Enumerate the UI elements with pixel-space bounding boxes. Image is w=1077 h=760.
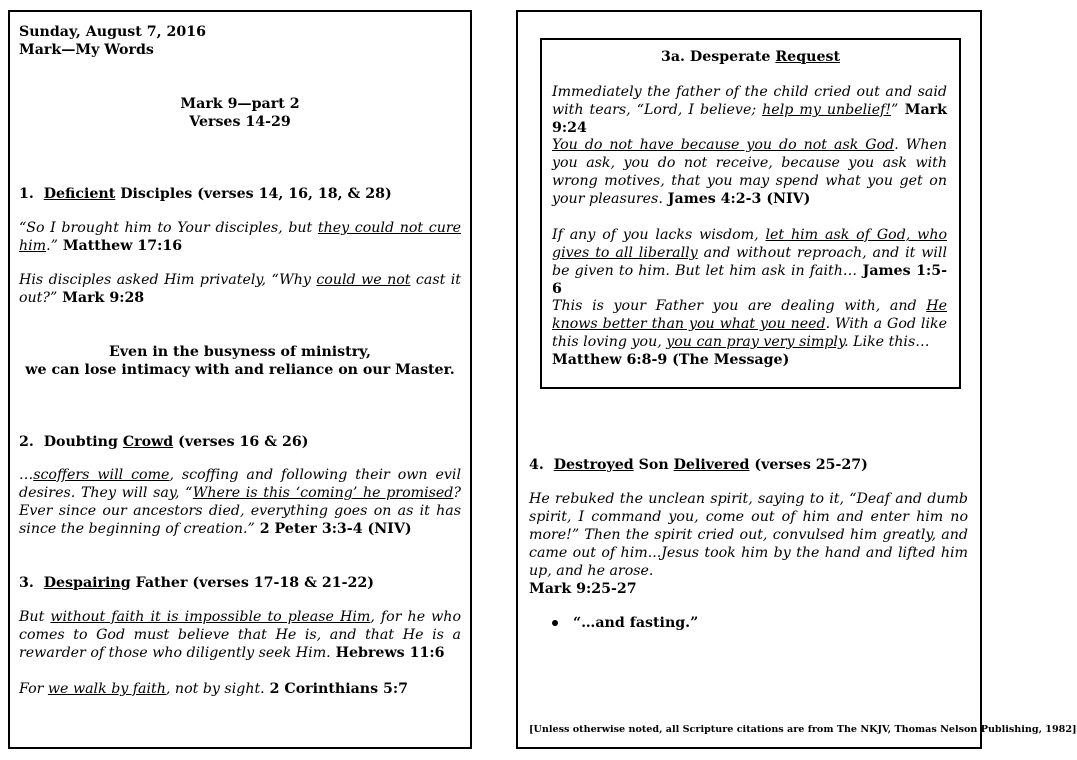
footnote: [Unless otherwise noted, all Scripture citations are from The NKJV, Thomas Nelson Publishing, 1982]: [529, 724, 1077, 735]
section-4-quote: He rebuked the unclean spirit, saying to it, “Deaf and dumb spirit, I command you, come out of him and enter him no more!” Then the spirit cried out, convulsed him greatly, and came out of him...Jesus took him by the hand and lifted him up, and he arose. Mark 9:25-27: [529, 491, 968, 597]
section-3-quote-1: But without faith it is impossible to please Him, for he who comes to God must believe that He is, and that He is a rewarder of those who diligently seek Him. Hebrews 11:6: [19, 609, 461, 661]
section-1-number: 1.: [19, 186, 34, 202]
section-3a-para-4: This is your Father you are dealing with, and He knows better than you what you need. With a God like this loving you, you can pray very simply. Like this… Matthew 6:8-9 (The Message): [552, 298, 947, 368]
passage-title: Mark 9—part 2: [180, 96, 300, 112]
section-3-keyword: Despairing: [43, 575, 131, 591]
section-3-quote-2: For we walk by faith, not by sight. 2 Corinthians 5:7: [19, 681, 409, 697]
section-3a-para-3: If any of you lacks wisdom, let him ask of God, who gives to all liberally and without reproach, and it will be given to him. But let him ask in faith… James 1:5-6: [552, 227, 947, 297]
section-1-rest: Disciples (verses 14, 16, 18, & 28): [115, 186, 392, 202]
left-page: [8, 10, 472, 749]
section-2-keyword: Crowd: [122, 434, 174, 450]
section-4-keyword-1: Destroyed: [553, 457, 634, 473]
section-4-heading: 4. Destroyed Son Delivered (verses 25-27): [529, 457, 868, 473]
right-page: [516, 10, 1077, 749]
passage-verses: Verses 14-29: [189, 114, 291, 130]
section-1-keyword: Deficient: [43, 186, 116, 202]
section-3-heading: 3. Despairing Father (verses 17-18 & 21-22): [19, 575, 374, 591]
section-3a-title: 3a. Desperate Request: [660, 49, 841, 65]
section-2-quote: …scoffers will come, scoffing and following their own evil desires. They will say, “Where is this ‘coming’ he promised? Ever since our ancestors died, everything goes on as it has since the beginning of creation.” 2 Peter 3:3-4 (NIV): [19, 467, 461, 537]
series-title: Mark—My Words: [19, 42, 154, 58]
section-3a-box: [540, 38, 961, 389]
section-1-quote-2: His disciples asked Him privately, “Why could we not cast it out?” Mark 9:28: [19, 272, 462, 306]
bullet-text: “…and fasting.”: [573, 615, 699, 631]
callout-line-1: Even in the busyness of ministry,: [109, 344, 371, 360]
callout-line-2: we can lose intimacy with and reliance on our Master.: [25, 362, 455, 378]
sermon-date: Sunday, August 7, 2016: [19, 24, 207, 40]
section-4-keyword-2: Delivered: [673, 457, 750, 473]
section-3a-para-1: Immediately the father of the child cried out and said with tears, “Lord, I believe; help my unbelief!” Mark 9:24: [552, 84, 947, 136]
section-1-quote-1: “So I brought him to Your disciples, but they could not cure him.” Matthew 17:16: [19, 220, 462, 254]
section-1-heading: [19, 185, 392, 203]
bullet-dot-icon: [552, 620, 558, 626]
section-2-heading: 2. Doubting Crowd (verses 16 & 26): [19, 434, 309, 450]
section-3a-para-2: You do not have because you do not ask God. When you ask, you do not receive, because you ask with wrong motives, that you may spend what you get on your pleasures. James 4:2-3 (NIV): [552, 137, 947, 207]
